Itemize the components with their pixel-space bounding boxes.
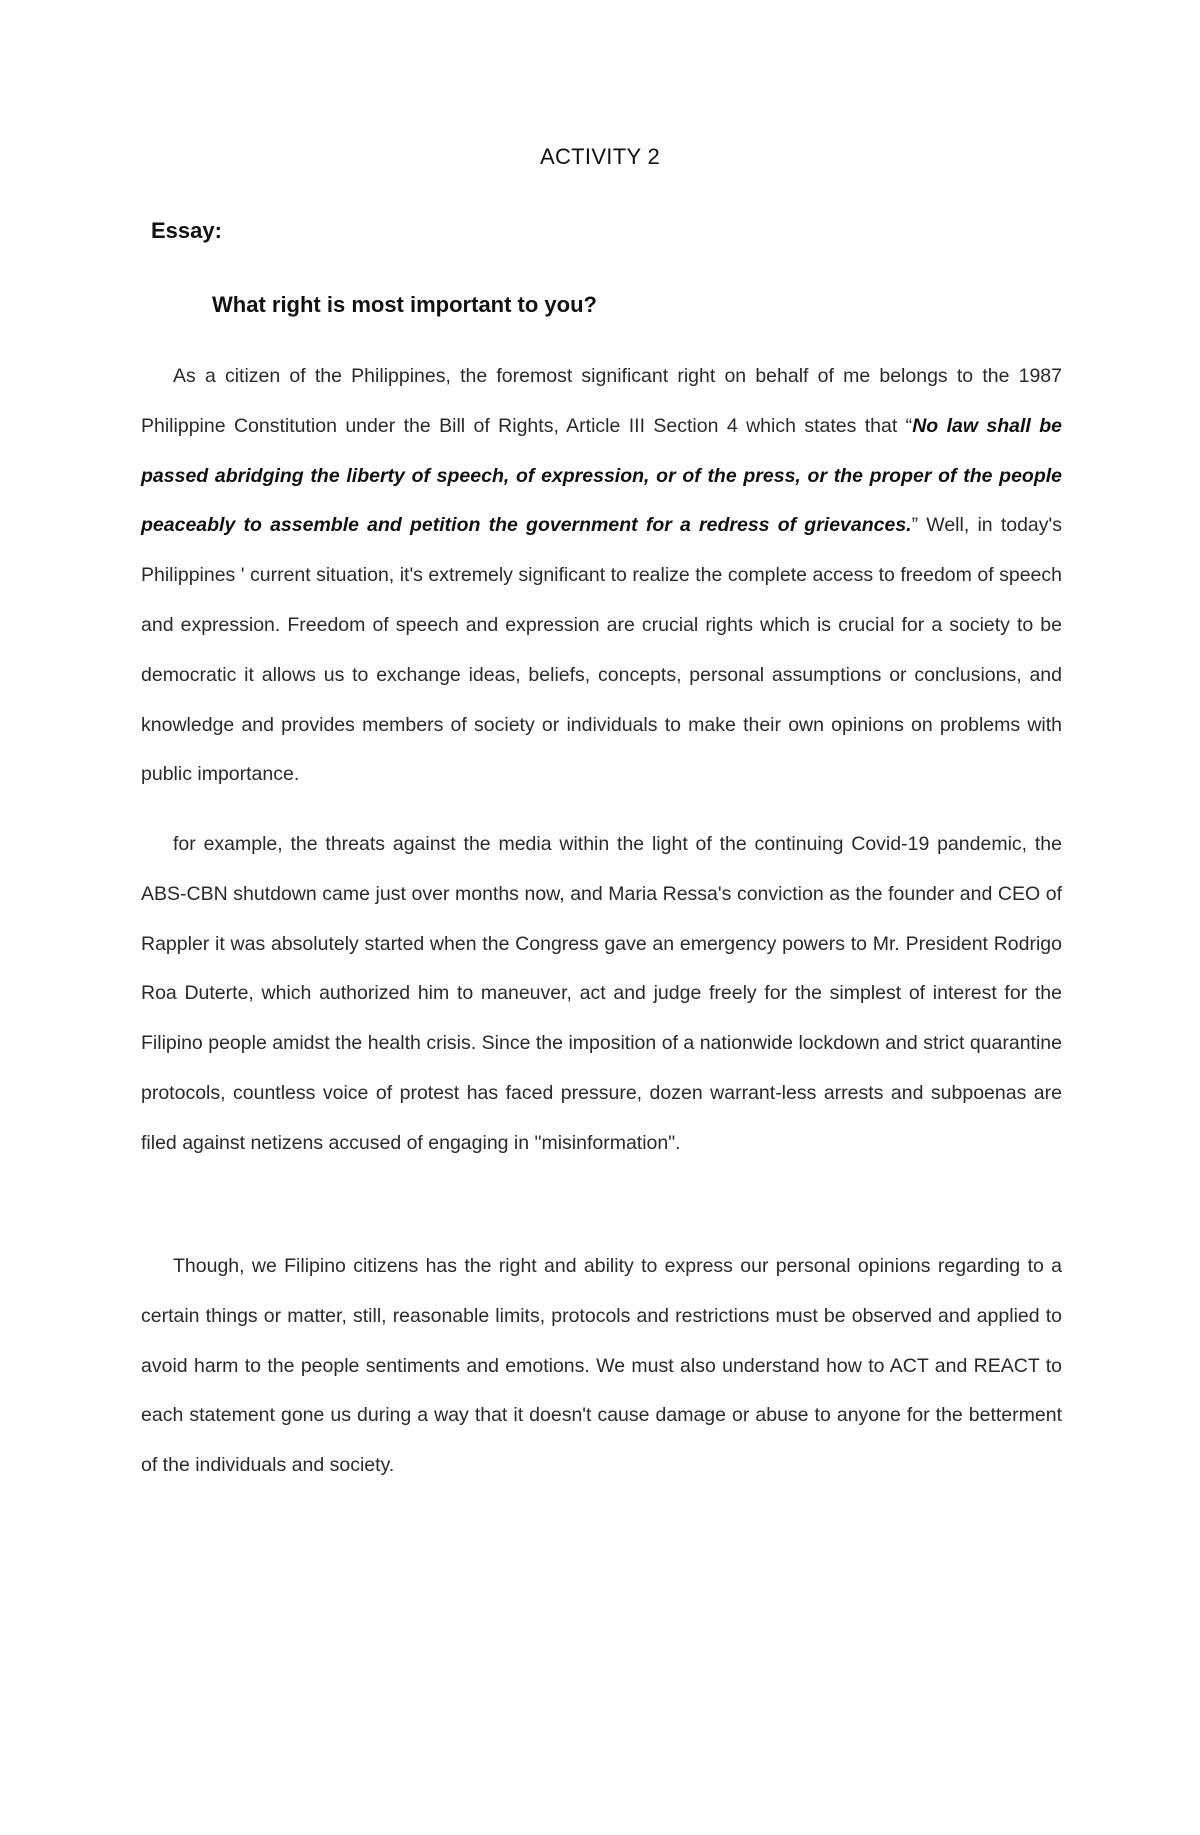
paragraph-1-tail: ” Well, in today's Philippines ' current situation, it's extremely significant to realize the complete access to freedom of speech and expression. Freedom of speech and expression are crucial rights which is crucial for a society to be democratic it allows us to exchange ideas, beliefs, concepts, personal assumptions or conclusions, and knowledge and provides members of society or individuals to make their own opinions on problems with public importance. [141, 514, 1062, 786]
document-title: ACTIVITY 2 [540, 144, 660, 169]
constitution-quote: No law shall be passed abridging the liberty of speech, of expression, or of the press, or the proper of the people peaceably to assemble and petition the government for a redress of grievances. [141, 414, 1062, 537]
paragraph-2-text: for example, the threats against the media within the light of the continuing Covid-19 pandemic, the ABS-CBN shutdown came just over months now, and Maria Ressa's conviction as the founder and CEO of Rappler it was absolutely started when the Congress gave an emergency powers to Mr. President Rodrigo Roa Duterte, which authorized him to maneuver, act and judge freely for the simplest of interest for the Filipino people amidst the health crisis. Since the imposition of a nationwide lockdown and strict quarantine protocols, countless voice of protest has faced pressure, dozen warrant-less arrests and subpoenas are filed against netizens accused of engaging in "misinformation". [141, 833, 1062, 1154]
essay-label: Essay: [151, 218, 222, 243]
paragraph-3 [141, 1242, 1062, 1491]
paragraph-2 [141, 820, 1062, 1169]
essay-question: What right is most important to you? [212, 292, 597, 317]
paragraph-1-lead: As a citizen of the Philippines, the foremost significant right on behalf of me belongs to the 1987 Philippine Constitution under the Bill of Rights, Article III Section 4 which states that “ [141, 365, 1062, 437]
paragraph-3-text: Though, we Filipino citizens has the right and ability to express our personal opinions regarding to a certain things or matter, still, reasonable limits, protocols and restrictions must be observed and applied to avoid harm to the people sentiments and emotions. We must also understand how to ACT and REACT to each statement gone us during a way that it doesn't cause damage or abuse to anyone for the betterment of the individuals and society. [141, 1255, 1062, 1477]
paragraph-1 [141, 352, 1062, 800]
